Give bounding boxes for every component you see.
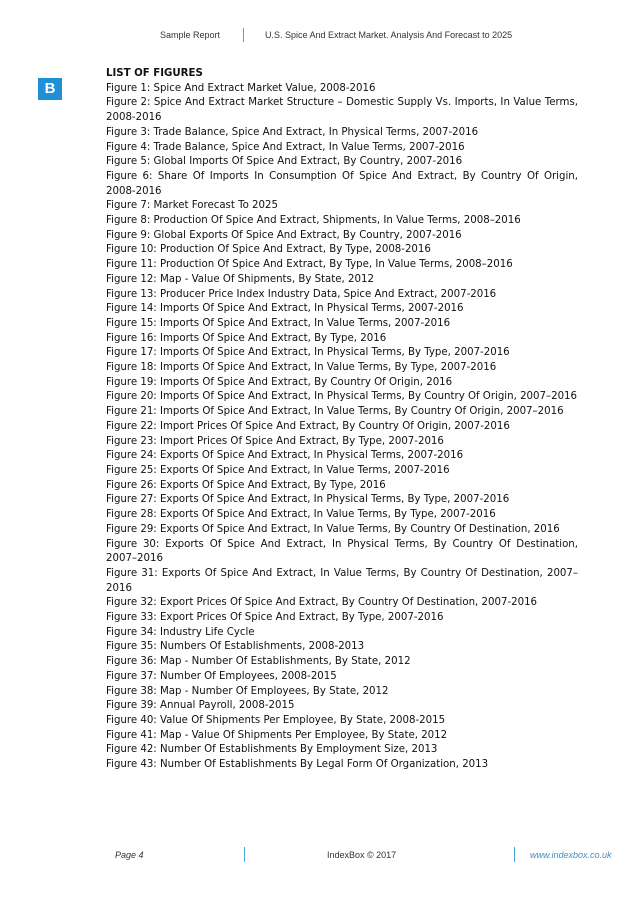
page-footer bbox=[0, 850, 638, 864]
figure-item: Figure 14: Imports Of Spice And Extract, In Physical Terms, 2007-2016 bbox=[106, 303, 464, 315]
figure-item: Figure 24: Exports Of Spice And Extract, In Physical Terms, 2007-2016 bbox=[106, 450, 464, 462]
figure-item: Figure 34: Industry Life Cycle bbox=[106, 626, 255, 638]
figure-item: Figure 31: Exports Of Spice And Extract, In Value Terms, By Country Of Destination, 2007–2016 bbox=[106, 567, 578, 594]
figure-item: Figure 42: Number Of Establishments By Employment Size, 2013 bbox=[106, 744, 438, 756]
footer-copyright: IndexBox © 2017 bbox=[327, 850, 397, 860]
footer-divider bbox=[514, 847, 515, 862]
figure-item: Figure 32: Export Prices Of Spice And Extract, By Country Of Destination, 2007-2016 bbox=[106, 597, 538, 609]
figure-item: Figure 6: Share Of Imports In Consumption Of Spice And Extract, By Country Of Origin, 2008-2016 bbox=[106, 170, 578, 197]
figure-item: Figure 37: Number Of Employees, 2008-2015 bbox=[106, 670, 337, 682]
figure-item: Figure 8: Production Of Spice And Extract, Shipments, In Value Terms, 2008–2016 bbox=[106, 215, 521, 227]
figure-item: Figure 13: Producer Price Index Industry Data, Spice And Extract, 2007-2016 bbox=[106, 288, 497, 300]
footer-divider bbox=[244, 847, 245, 862]
figure-item: Figure 36: Map - Number Of Establishments, By State, 2012 bbox=[106, 656, 411, 668]
figure-item: Figure 28: Exports Of Spice And Extract, In Value Terms, By Type, 2007-2016 bbox=[106, 509, 496, 521]
footer-website-link[interactable]: www.indexbox.co.uk bbox=[530, 850, 612, 860]
figure-item: Figure 39: Annual Payroll, 2008-2015 bbox=[106, 700, 295, 712]
page-number: Page 4 bbox=[115, 850, 144, 860]
figure-item: Figure 4: Trade Balance, Spice And Extract, In Value Terms, 2007-2016 bbox=[106, 141, 465, 153]
figure-item: Figure 5: Global Imports Of Spice And Extract, By Country, 2007-2016 bbox=[106, 156, 463, 168]
figure-item: Figure 16: Imports Of Spice And Extract, By Type, 2016 bbox=[106, 332, 387, 344]
header-report-type: Sample Report bbox=[160, 30, 221, 40]
figure-item: Figure 2: Spice And Extract Market Structure – Domestic Supply Vs. Imports, In Value Terms, 2008-2016 bbox=[106, 97, 578, 124]
figure-item: Figure 7: Market Forecast To 2025 bbox=[106, 200, 278, 212]
figure-item: Figure 43: Number Of Establishments By Legal Form Of Organization, 2013 bbox=[106, 759, 489, 771]
figure-item: Figure 18: Imports Of Spice And Extract, In Value Terms, By Type, 2007-2016 bbox=[106, 362, 497, 374]
figure-item: Figure 12: Map - Value Of Shipments, By State, 2012 bbox=[106, 273, 374, 285]
figure-item: Figure 9: Global Exports Of Spice And Extract, By Country, 2007-2016 bbox=[106, 229, 462, 241]
figure-item: Figure 15: Imports Of Spice And Extract, In Value Terms, 2007-2016 bbox=[106, 317, 451, 329]
figure-item: Figure 21: Imports Of Spice And Extract, In Value Terms, By Country Of Origin, 2007–2016 bbox=[106, 406, 564, 418]
indexbox-logo: B bbox=[38, 78, 62, 100]
figure-item: Figure 38: Map - Number Of Employees, By State, 2012 bbox=[106, 685, 389, 697]
figure-item: Figure 17: Imports Of Spice And Extract, In Physical Terms, By Type, 2007-2016 bbox=[106, 347, 510, 359]
figure-item: Figure 3: Trade Balance, Spice And Extract, In Physical Terms, 2007-2016 bbox=[106, 126, 479, 138]
list-title: LIST OF FIGURES bbox=[106, 68, 203, 79]
figure-item: Figure 20: Imports Of Spice And Extract, In Physical Terms, By Country Of Origin, 2007–2016 bbox=[106, 391, 578, 403]
figure-item: Figure 33: Export Prices Of Spice And Extract, By Type, 2007-2016 bbox=[106, 612, 444, 624]
list-of-figures bbox=[106, 67, 578, 773]
figure-item: Figure 19: Imports Of Spice And Extract, By Country Of Origin, 2016 bbox=[106, 376, 453, 388]
figure-item: Figure 22: Import Prices Of Spice And Extract, By Country Of Origin, 2007-2016 bbox=[106, 420, 510, 432]
figure-item: Figure 41: Map - Value Of Shipments Per Employee, By State, 2012 bbox=[106, 729, 448, 741]
figure-item: Figure 10: Production Of Spice And Extract, By Type, 2008-2016 bbox=[106, 244, 431, 256]
figure-item: Figure 26: Exports Of Spice And Extract, By Type, 2016 bbox=[106, 479, 386, 491]
figure-item: Figure 30: Exports Of Spice And Extract, In Physical Terms, By Country Of Destination, 2007–2016 bbox=[106, 538, 578, 565]
figure-item: Figure 11: Production Of Spice And Extract, By Type, In Value Terms, 2008–2016 bbox=[106, 259, 513, 271]
figure-item: Figure 27: Exports Of Spice And Extract, In Physical Terms, By Type, 2007-2016 bbox=[106, 494, 510, 506]
header-divider bbox=[243, 28, 244, 42]
figure-item: Figure 25: Exports Of Spice And Extract, In Value Terms, 2007-2016 bbox=[106, 464, 450, 476]
figure-item: Figure 29: Exports Of Spice And Extract, In Value Terms, By Country Of Destination, 2016 bbox=[106, 523, 560, 535]
header-report-title: U.S. Spice And Extract Market. Analysis And Forecast to 2025 bbox=[265, 30, 513, 40]
figure-item: Figure 1: Spice And Extract Market Value, 2008-2016 bbox=[106, 82, 376, 94]
figure-item: Figure 35: Numbers Of Establishments, 2008-2013 bbox=[106, 641, 365, 653]
figure-item: Figure 40: Value Of Shipments Per Employee, By State, 2008-2015 bbox=[106, 714, 446, 726]
figure-item: Figure 23: Import Prices Of Spice And Extract, By Type, 2007-2016 bbox=[106, 435, 444, 447]
page-header bbox=[0, 30, 638, 44]
figure-list bbox=[106, 82, 578, 773]
